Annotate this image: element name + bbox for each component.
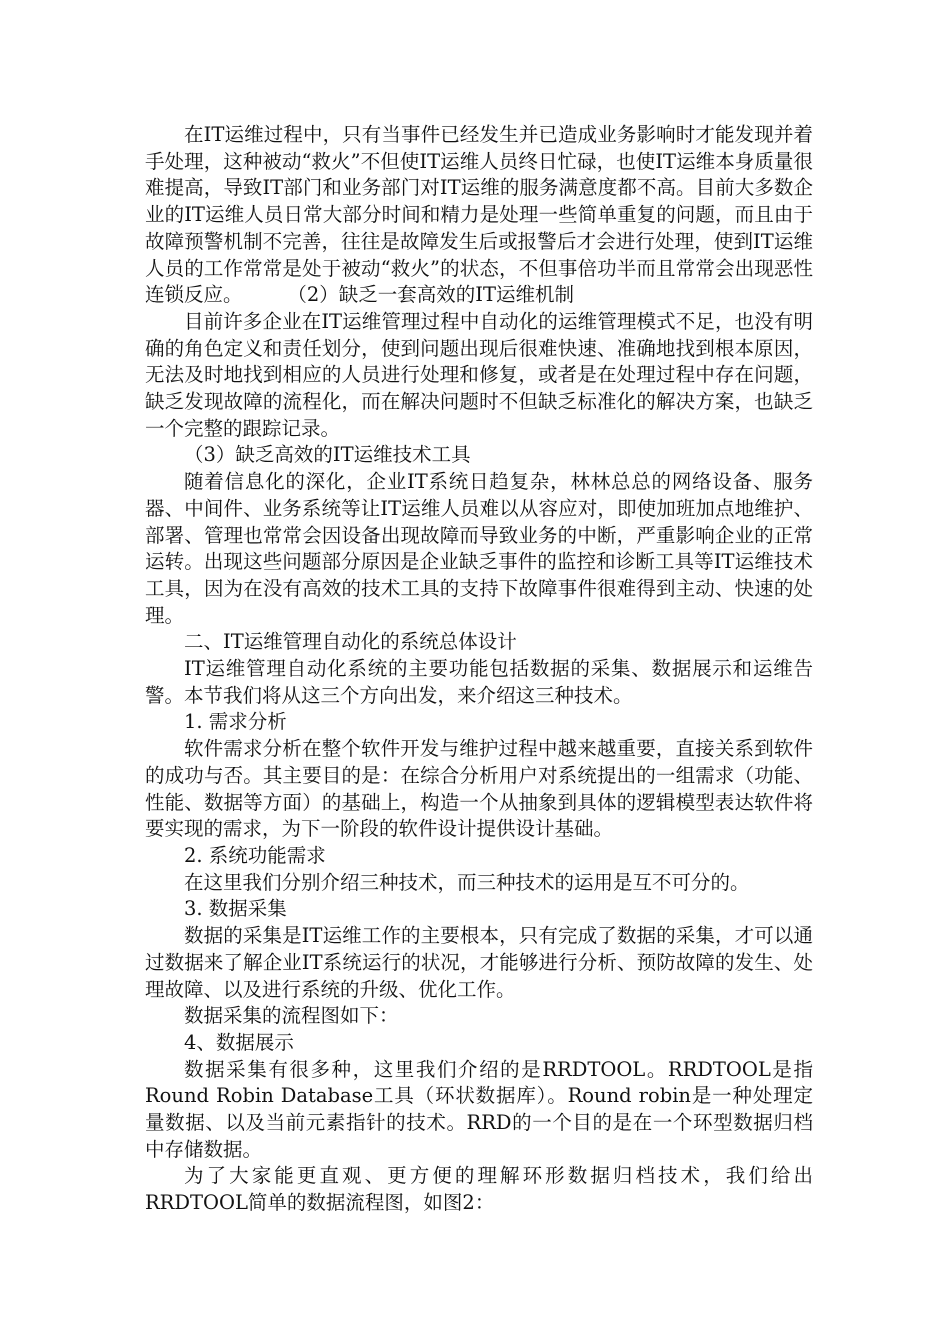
paragraph: 随着信息化的深化，企业IT系统日趋复杂，林林总总的网络设备、服务器、中间件、业务系统等让IT运维人员难以从容应对，即使加班加点地维护、部署、管理也常常会因设备出现故障而导致业务的中断，严重影响企业的正常运转。出现这些问题部分原因是企业缺乏事件的监控和诊断工具等IT运维技术工具，因为在没有高效的技术工具的支持下故障事件很难得到主动、快速的处理。: [145, 470, 813, 627]
paragraph: 软件需求分析在整个软件开发与维护过程中越来越重要，直接关系到软件的成功与否。其主要目的是：在综合分析用户对系统提出的一组需求（功能、性能、数据等方面）的基础上，构造一个从抽象到具体的逻辑模型表达软件将要实现的需求，为下一阶段的软件设计提供设计基础。: [145, 737, 813, 841]
paragraph: 数据采集的流程图如下：: [184, 1004, 399, 1028]
subsection-heading-4: 4、数据展示: [184, 1030, 294, 1054]
paragraph: 为了大家能更直观、更方便的理解环形数据归档技术，我们给出RRDTOOL简单的数据流程图，如图2：: [145, 1164, 813, 1215]
paragraph: 数据的采集是IT运维工作的主要根本，只有完成了数据的采集，才可以通过数据来了解企业IT系统运行的状况，才能够进行分析、预防故障的发生、处理故障、以及进行系统的升级、优化工作。: [145, 924, 813, 1001]
paragraph: [145, 122, 813, 309]
subsection-heading-3: 3. 数据采集: [184, 897, 287, 921]
subsection-heading-1: 1. 需求分析: [184, 710, 287, 734]
paragraph: 目前许多企业在IT运维管理过程中自动化的运维管理模式不足，也没有明确的角色定义和责任划分，使到问题出现后很难快速、准确地找到根本原因，无法及时地找到相应的人员进行处理和修复，或者是在处理过程中存在问题，缺乏发现故障的流程化，而在解决问题时不但缺乏标准化的解决方案，也缺乏一个完整的跟踪记录。: [145, 309, 813, 440]
paragraph: IT运维管理自动化系统的主要功能包括数据的采集、数据展示和运维告警。本节我们将从这三个方向出发，来介绍这三种技术。: [145, 657, 813, 707]
chapter-heading: 二、IT运维管理自动化的系统总体设计: [184, 630, 517, 654]
section-heading-3: （3）缺乏高效的IT运维技术工具: [184, 443, 471, 467]
paragraph-text: 在IT运维过程中，只有当事件已经发生并已造成业务影响时才能发现并着手处理，这种被动“救火”不但使IT运维人员终日忙碌，也使IT运维本身质量很难提高，导致IT部门和业务部门对IT运维的服务满意度都不高。目前大多数企业的IT运维人员日常大部分时间和精力是处理一些简单重复的问题，而且由于故障预警机制不完善，往往是故障发生后或报警后才会进行处理，使到IT运维人员的工作常常是处于被动“救火”的状态，不但事倍功半而且常常会出现恶性连锁反应。: [145, 123, 813, 307]
paragraph: 在这里我们分别介绍三种技术，而三种技术的运用是互不可分的。: [184, 870, 750, 894]
subsection-heading-2: 2. 系统功能需求: [184, 843, 326, 867]
section-heading-2: （2）缺乏一套高效的IT运维机制: [297, 283, 574, 307]
document-body: [145, 122, 813, 1217]
paragraph: 数据采集有很多种，这里我们介绍的是RRDTOOL。RRDTOOL是指Round Robin Database工具（环状数据库）。Round robin是一种处理定量数据、以及当前元素指针的技术。RRD的一个目的是在一个环型数据归档中存储数据。: [145, 1057, 813, 1161]
